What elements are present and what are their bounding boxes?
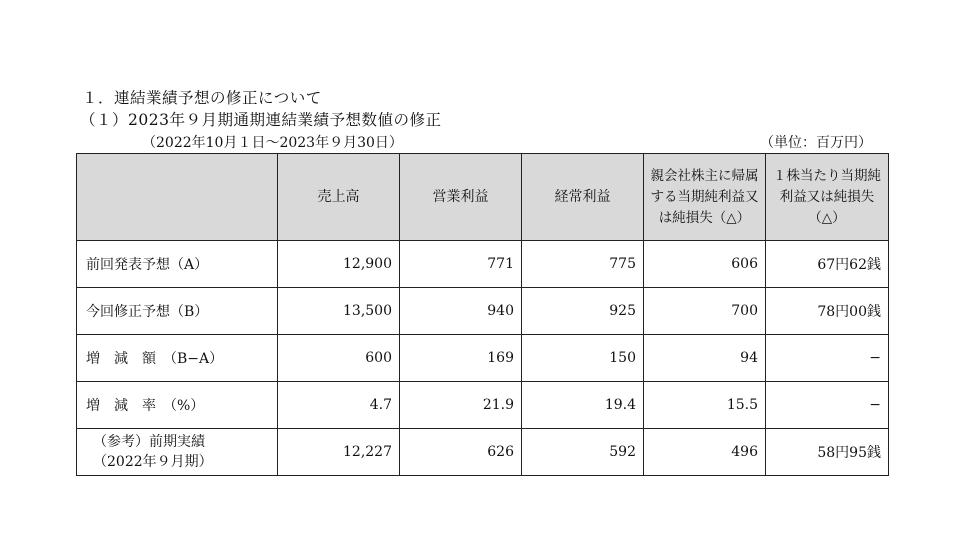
table-row [77, 335, 889, 382]
cell-net-sales: 13,500 [278, 288, 400, 335]
cell-operating-profit: 626 [400, 429, 522, 476]
cell-net-sales: 12,900 [278, 241, 400, 288]
cell-eps: 78円00銭 [766, 288, 889, 335]
table-row [77, 241, 889, 288]
header-net-profit: 親会社株主に帰属する当期純利益又は純損失（△） [644, 154, 766, 241]
cell-operating-profit: 21.9 [400, 382, 522, 429]
cell-eps: − [766, 382, 889, 429]
cell-ordinary-profit: 775 [522, 241, 644, 288]
subsection-heading: （１）2023年９月期通期連結業績予想数値の修正 [80, 111, 442, 129]
cell-operating-profit: 169 [400, 335, 522, 382]
cell-net-sales: 4.7 [278, 382, 400, 429]
row-label [77, 429, 278, 476]
row-label: 今回修正予想（B） [77, 288, 278, 335]
header-ordinary-profit: 経常利益 [522, 154, 644, 241]
cell-ordinary-profit: 150 [522, 335, 644, 382]
cell-eps: − [766, 335, 889, 382]
table-header-row [77, 154, 889, 241]
section-heading: １．連結業績予想の修正について [82, 89, 322, 107]
cell-ordinary-profit: 592 [522, 429, 644, 476]
cell-net-sales: 600 [278, 335, 400, 382]
cell-operating-profit: 940 [400, 288, 522, 335]
cell-net-profit: 496 [644, 429, 766, 476]
earnings-forecast-table [76, 153, 889, 476]
cell-operating-profit: 771 [400, 241, 522, 288]
row-label: 増 減 率 （%） [77, 382, 278, 429]
table-row-reference [77, 429, 889, 476]
header-item [77, 154, 278, 241]
table-row [77, 382, 889, 429]
cell-net-profit: 606 [644, 241, 766, 288]
cell-eps: 67円62銭 [766, 241, 889, 288]
header-eps: １株当たり当期純利益又は純損失（△） [766, 154, 889, 241]
cell-net-sales: 12,227 [278, 429, 400, 476]
cell-net-profit: 700 [644, 288, 766, 335]
cell-net-profit: 15.5 [644, 382, 766, 429]
row-label-line2: （2022年９月期） [93, 454, 213, 470]
row-label-line1: （参考）前期実績 [93, 434, 205, 450]
header-net-sales: 売上高 [278, 154, 400, 241]
unit-label: （単位：百万円） [760, 135, 872, 151]
forecast-period: （2022年10月１日～2023年９月30日） [142, 135, 403, 151]
cell-ordinary-profit: 925 [522, 288, 644, 335]
cell-ordinary-profit: 19.4 [522, 382, 644, 429]
table-row [77, 288, 889, 335]
row-label: 前回発表予想（A） [77, 241, 278, 288]
cell-eps: 58円95銭 [766, 429, 889, 476]
row-label: 増 減 額 （B−A） [77, 335, 278, 382]
cell-net-profit: 94 [644, 335, 766, 382]
header-operating-profit: 営業利益 [400, 154, 522, 241]
